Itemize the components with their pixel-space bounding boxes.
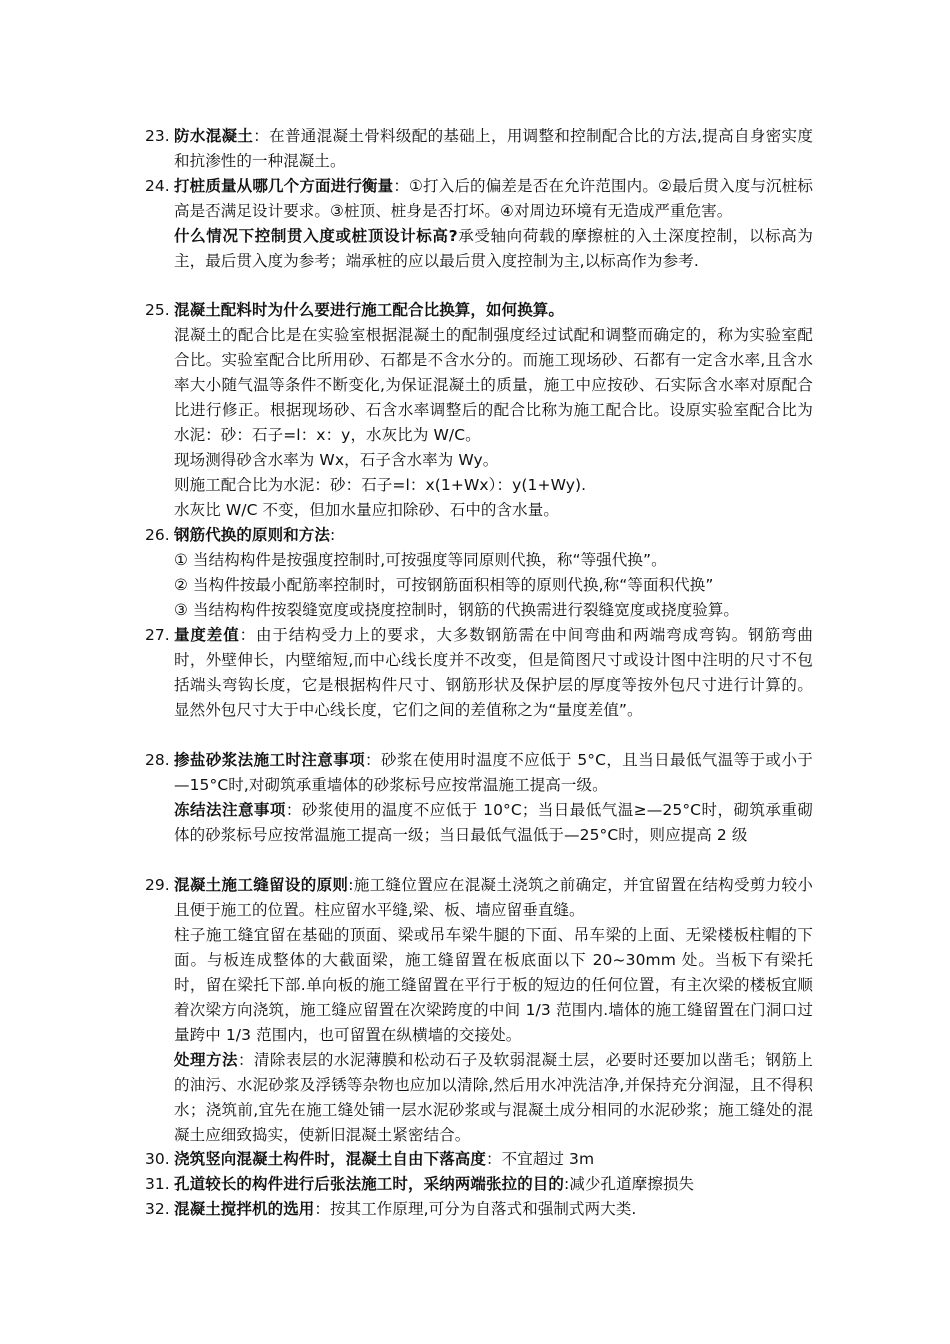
paragraph	[174, 448, 813, 473]
list-item-26	[145, 523, 813, 623]
term-heading: 混凝土配料时为什么要进行施工配合比换算，如何换算。	[174, 301, 565, 319]
term-heading: 浇筑竖向混凝土构件时，混凝土自由下落高度	[174, 1150, 487, 1168]
paragraph-text: 柱子施工缝宜留在基础的顶面、梁或吊车梁牛腿的下面、吊车梁的上面、无梁楼板柱帽的下面。与板连成整体的大截面梁，施工缝留置在板底面以下 20~30mm 处。当板下有梁托时，留在梁托下部.单向板的施工缝留置在平行于板的短边的任何位置，有主次梁的楼板宜顺着次梁方向浇筑，施工缝应留置在次梁跨度的中间 1/3 范围内.墙体的施工缝留置在门洞口过量跨中 1/3 范围内，也可留置在纵横墙的交接处。	[174, 926, 813, 1044]
paragraph	[174, 498, 813, 523]
paragraph	[174, 573, 813, 598]
paragraph-text: 混凝土的配合比是在实验室根据混凝土的配制强度经过试配和调整而确定的，称为实验室配合比。实验室配合比所用砂、石都是不含水分的。而施工现场砂、石都有一定含水率,且含水率大小随气温等条件不断变化,为保证混凝土的质量，施工中应按砂、石实际含水率对原配合比进行修正。根据现场砂、石含水率调整后的配合比称为施工配合比。设原实验室配合比为水泥：砂：石子=l：x：y，水灰比为 W/C。	[174, 326, 813, 444]
paragraph-text: 现场测得砂含水率为 Wx，石子含水率为 Wy。	[174, 451, 499, 469]
list-item-23	[145, 124, 813, 174]
paragraph	[174, 124, 813, 174]
list-item-31	[145, 1172, 813, 1197]
item-number: 23.	[145, 127, 170, 145]
paragraph-text: ：清除表层的水泥薄膜和松动石子及软弱混凝土层，必要时还要加以凿毛；钢筋上的油污、水泥砂浆及浮锈等杂物也应加以清除,然后用水冲洗洁净,并保持充分润湿，且不得积水；浇筑前,宜先在施工缝处铺一层水泥砂浆或与混凝土成分相同的水泥砂浆；施工缝处的混凝土应细致捣实，使新旧混凝土紧密结合。	[174, 1051, 813, 1144]
paragraph	[174, 548, 813, 573]
term-heading: 打桩质量从哪几个方面进行衡量	[174, 177, 394, 195]
list-item-32	[145, 1197, 813, 1222]
paragraph-text: :施工缝位置应在混凝土浇筑之前确定，并宜留置在结构受剪力较小且便于施工的位置。柱应留水平缝,梁、板、墙应留垂直缝。	[174, 876, 813, 919]
paragraph	[174, 623, 813, 723]
term-heading: 混凝土搅拌机的选用	[174, 1200, 315, 1218]
paragraph	[174, 748, 813, 798]
term-heading: 混凝土施工缝留设的原则	[174, 876, 349, 894]
paragraph-text: ① 当结构构件是按强度控制时,可按强度等同原则代换，称“等强代换”。	[174, 551, 667, 569]
paragraph-text: :减少孔道摩擦损失	[564, 1175, 695, 1193]
paragraph	[174, 598, 813, 623]
term-heading: 掺盐砂浆法施工时注意事项	[174, 751, 366, 769]
term-heading: 什么情况下控制贯入度或桩顶设计标高?	[174, 227, 458, 245]
paragraph	[174, 174, 813, 224]
paragraph	[174, 923, 813, 1048]
paragraph-text: ：砂浆在使用时温度不应低于 5°C，且当日最低气温等于或小于—15°C时,对砌筑承重墙体的砂浆标号应按常温施工提高一级。	[174, 751, 813, 794]
list-item-27	[145, 623, 813, 723]
item-number: 30.	[145, 1150, 170, 1168]
paragraph	[174, 1048, 813, 1148]
paragraph-text: 则施工配合比为水泥：砂：石子=l：x(1+Wx）：y(1+Wy).	[174, 476, 587, 494]
list-item-28	[145, 748, 813, 848]
item-number: 26.	[145, 526, 170, 544]
paragraph	[174, 473, 813, 498]
term-heading: 防水混凝土	[174, 127, 254, 145]
item-number: 31.	[145, 1175, 170, 1193]
paragraph	[174, 1147, 813, 1172]
paragraph-text: ：砂浆使用的温度不应低于 10°C；当日最低气温≥—25°C时，砌筑承重砌体的砂浆标号应按常温施工提高一级；当日最低气温低于—25°C时，则应提高 2 级	[174, 801, 813, 844]
paragraph	[174, 323, 813, 448]
term-heading: 处理方法	[174, 1051, 238, 1069]
item-number: 32.	[145, 1200, 170, 1218]
term-heading: 冻结法注意事项	[174, 801, 286, 819]
item-number: 25.	[145, 301, 170, 319]
paragraph	[174, 1197, 813, 1222]
paragraph	[174, 298, 813, 323]
paragraph-text: ：按其工作原理,可分为自落式和强制式两大类.	[314, 1200, 637, 1218]
list-item-25	[145, 298, 813, 523]
term-heading: 钢筋代换的原则和方法	[174, 526, 331, 544]
list-item-24	[145, 174, 813, 274]
paragraph	[174, 873, 813, 923]
paragraph	[174, 224, 813, 274]
paragraph-text: ：在普通混凝土骨料级配的基础上，用调整和控制配合比的方法,提高自身密实度和抗渗性的一种混凝土。	[174, 127, 813, 170]
paragraph-text: :	[330, 526, 336, 544]
term-heading: 孔道较长的构件进行后张法施工时，采纳两端张拉的目的	[174, 1175, 565, 1193]
paragraph-text: 承受轴向荷载的摩擦桩的入土深度控制，以标高为主，最后贯入度为参考；端承桩的应以最后贯入度控制为主,以标高作为参考.	[174, 227, 814, 270]
list-item-29	[145, 873, 813, 1148]
item-number: 27.	[145, 626, 170, 644]
paragraph-text: 水灰比 W/C 不变，但加水量应扣除砂、石中的含水量。	[174, 501, 559, 519]
paragraph	[174, 1172, 813, 1197]
term-heading: 量度差值	[174, 626, 240, 644]
item-number: 28.	[145, 751, 170, 769]
paragraph-text: ：不宜超过 3m	[486, 1150, 595, 1168]
item-number: 29.	[145, 876, 170, 894]
paragraph	[174, 798, 813, 848]
paragraph-text: ② 当构件按最小配筋率控制时，可按钢筋面积相等的原则代换,称“等面积代换”	[174, 576, 714, 594]
paragraph-text: ③ 当结构构件按裂缝宽度或挠度控制时，钢筋的代换需进行裂缝宽度或挠度验算。	[174, 601, 740, 619]
paragraph	[174, 523, 813, 548]
paragraph-text: ：由于结构受力上的要求，大多数钢筋需在中间弯曲和两端弯成弯钩。钢筋弯曲时，外壁伸长，内壁缩短,而中心线长度并不改变，但是简图尺寸或设计图中注明的尺寸不包括端头弯钩长度，它是根据构件尺寸、钢筋形状及保护层的厚度等按外包尺寸进行计算的。显然外包尺寸大于中心线长度，它们之间的差值称之为“量度差值”。	[174, 626, 813, 719]
list-item-30	[145, 1147, 813, 1172]
item-number: 24.	[145, 177, 170, 195]
paragraph-text: ：①打入后的偏差是否在允许范围内。②最后贯入度与沉桩标高是否满足设计要求。③桩顶、桩身是否打坏。④对周边环境有无造成严重危害。	[174, 177, 813, 220]
